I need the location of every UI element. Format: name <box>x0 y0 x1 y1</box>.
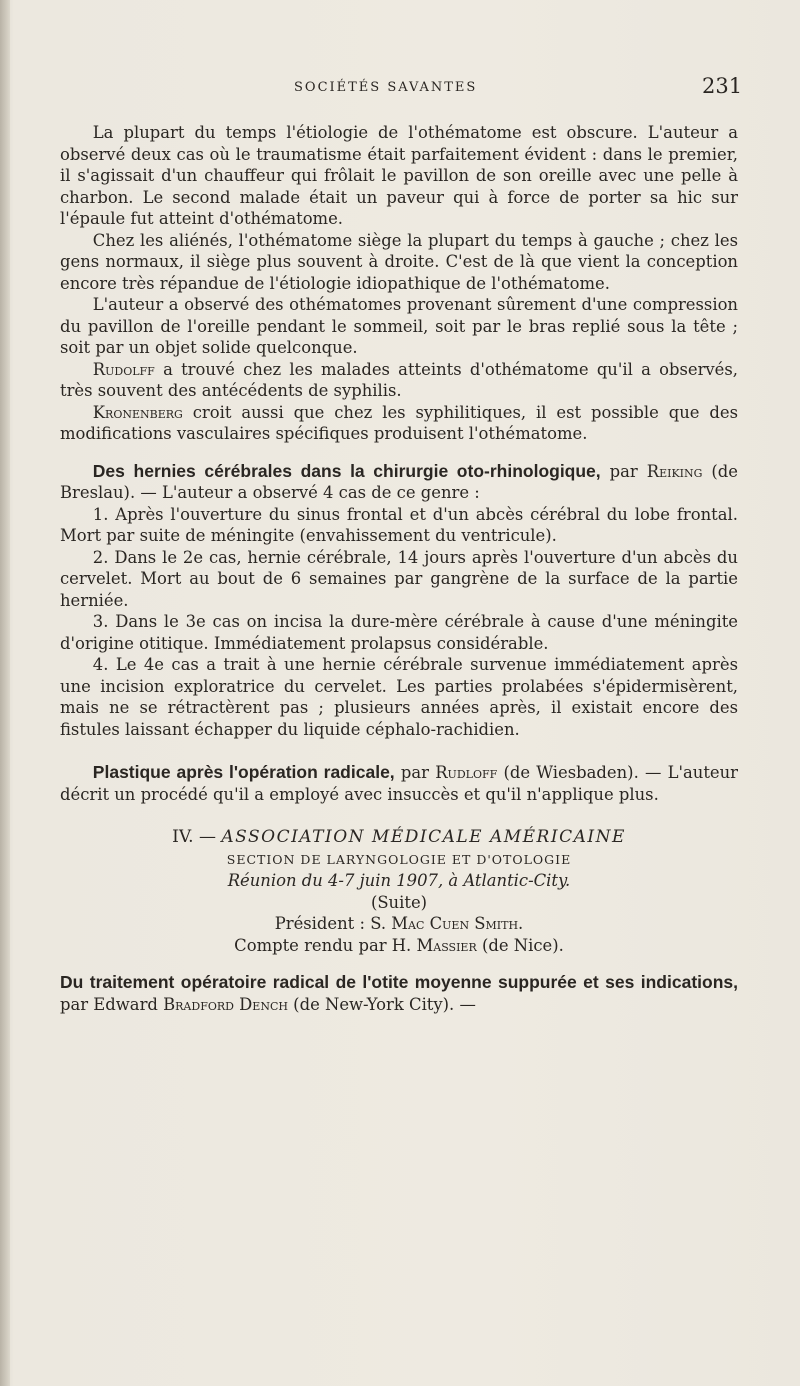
section-otite-by: par Edward <box>60 994 164 1014</box>
hernie-case-2: 2. Dans le 2e cas, hernie cérébrale, 14 jours après l'ouverture d'un abcès du cervelet. Mort au bout de 6 semaines par gangrène de la surface de la partie herniée. <box>60 547 738 610</box>
paragraph-kronenberg <box>60 402 738 445</box>
author-dench: Bradford Dench <box>163 994 288 1014</box>
president-name: Mac Cuen Smith. <box>391 914 524 933</box>
section-plastique-by: par <box>394 763 436 782</box>
association-president <box>60 913 738 935</box>
author-rudloff: Rudloff <box>435 763 498 782</box>
section-hernies-intro: (de Breslau). — L'auteur a observé 4 cas de ce genre : <box>60 461 738 502</box>
section-hernies-by: par <box>600 461 647 481</box>
running-head: SOCIÉTÉS SAVANTES <box>294 80 478 95</box>
section-hernies-title: Des hernies cérébrales dans la chirurgie oto-rhinologique, <box>92 460 601 481</box>
association-meeting: Réunion du 4-7 juin 1907, à Atlantic-City. <box>227 871 571 890</box>
section-plastique <box>60 762 738 805</box>
hernie-case-4: 4. Le 4e cas a trait à une hernie cérébrale survenue immédiatement après une incision exploratrice du cervelet. Les parties prolabées s'épidermisèrent, mais ne se rétractèrent pas ; plusieurs années après, il existait encore des fistules laissant échapper du liquide céphalo-rachidien. <box>60 655 738 739</box>
report-label: Compte rendu par H. <box>234 935 417 955</box>
section-otite <box>60 972 738 1015</box>
president-label: Président : S. <box>274 914 392 933</box>
page-number: 231 <box>702 74 743 98</box>
paragraph-alienes: Chez les aliénés, l'othématome siège la plupart du temps à gauche ; chez les gens normaux, il siège plus souvent à droite. C'est de là que vient la conception encore très répandue de l'étiologie idiopathique de l'othématome. <box>60 230 738 293</box>
hernie-case-1: 1. Après l'ouverture du sinus frontal et d'un abcès cérébral du lobe frontal. Mort par suite de méningite (envahissement du ventricule). <box>60 504 738 545</box>
hernie-case-3: 3. Dans le 3e cas on incisa la dure-mère cérébrale à cause d'une méningite d'origine otitique. Immédiatement prolapsus considérable. <box>60 612 738 653</box>
author-rudolff: Rudolff <box>92 359 155 379</box>
association-section: SECTION DE LARYNGOLOGIE ET D'OTOLOGIE <box>226 851 572 867</box>
report-place: (de Nice). <box>476 935 564 955</box>
page-body <box>60 122 738 1015</box>
page-edge-shadow <box>0 0 10 1386</box>
section-plastique-title: Plastique après l'opération radicale, <box>92 762 395 782</box>
author-reiking: Reiking <box>646 461 703 481</box>
association-suite: (Suite) <box>370 892 428 912</box>
paragraph-rudolff <box>60 359 738 402</box>
author-kronenberg: Kronenberg <box>92 402 183 422</box>
page-header <box>0 76 800 100</box>
association-heading <box>60 827 738 849</box>
section-plastique-text: (de Wiesbaden). — L'auteur décrit un procédé qu'il a employé avec insuccès et qu'il n'applique plus. <box>60 763 738 804</box>
paragraph-etiology: La plupart du temps l'étiologie de l'othématome est obscure. L'auteur a observé deux cas où le traumatisme était parfaitement évident : dans le premier, il s'agissait d'un chauffeur qui frôlait le pavillon de son oreille avec une pelle à charbon. Le second malade était un paveur qui à force de porter sa hic sur l'épaule fut atteint d'othématome. <box>60 123 738 228</box>
section-otite-title: Du traitement opératoire radical de l'otite moyenne suppurée et ses indications, <box>60 972 738 992</box>
paragraph-compression: L'auteur a observé des othématomes provenant sûrement d'une compression du pavillon de l'oreille pendant le sommeil, soit par le bras replié sous la tête ; soit par un objet solide quelconque. <box>60 295 738 357</box>
association-numeral: IV. — <box>172 827 222 847</box>
section-hernies <box>60 461 738 504</box>
paragraph-kronenberg-text: croit aussi que chez les syphilitiques, il est possible que des modifications vasculaires spécifiques produisent l'othématome. <box>60 402 738 443</box>
report-author: Massier <box>416 935 477 955</box>
paragraph-rudolff-text: a trouvé chez les malades atteints d'othématome qu'il a observés, très souvent des antécédents de syphilis. <box>60 359 738 400</box>
association-report <box>60 935 738 957</box>
association-name: ASSOCIATION MÉDICALE AMÉRICAINE <box>221 827 626 847</box>
section-otite-text: (de New-York City). — <box>287 994 476 1014</box>
